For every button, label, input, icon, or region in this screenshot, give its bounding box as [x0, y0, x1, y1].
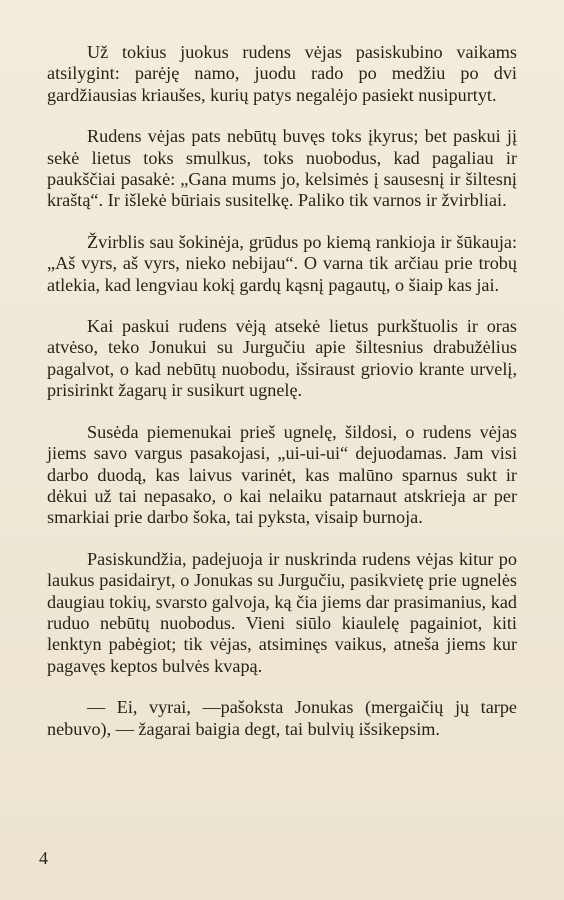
paragraph-4: Kai paskui rudens vėją atsekė lietus purkštuolis ir oras atvėso, teko Jonukui su Jurgučiu apie šiltesnius drabužėlius pagalvot, o kad nebūtų nuobodu, išsiraust griovio krante urvelį, prisirinkt žagarų ir susikurt ugnelę. [47, 316, 517, 401]
paragraph-5: Susėda piemenukai prieš ugnelę, šildosi, o rudens vėjas jiems savo vargus pasakojasi, „ui-ui-ui“ dejuodamas. Jam visi darbo duodą, kas laivus varinėt, kas malūno sparnus sukt ir dėkui už tai nepasako, o kai nelaiku patarnaut atskrieja ar per smarkiai prie darbo šoka, tai pyksta, visaip burnoja. [47, 421, 517, 528]
page-number: 4 [39, 848, 48, 868]
paragraph-3: Žvirblis sau šokinėja, grūdus po kiemą rankioja ir šūkauja: „Aš vyrs, aš vyrs, nieko nebijau“. O varna tik arčiau prie trobų atlekia, kad lengviau kokį gardų kąsnį pagautų, o šiaip kas jai. [47, 231, 517, 295]
paragraph-7: — Ei, vyrai, —pašoksta Jonukas (mergaičių jų tarpe nebuvo), — žagarai baigia degt, tai bulvių išsikepsim. [47, 697, 517, 739]
body-text [47, 42, 517, 760]
paragraph-6: Pasiskundžia, padejuoja ir nuskrinda rudens vėjas kitur po laukus pasidairyt, o Jonukas su Jurgučiu, pasikvietę prie ugnelės daugiau tokių, svarsto galvoja, ką čia jiems dar prasimanius, kad ruduo nebūtų nuobodus. Vieni siūlo kiaulelę pagainiot, kiti lenktyn pabėgiot; tik vėjas, atsiminęs vaikus, atneša jiems kur pagavęs keptos bulvės kvapą. [47, 548, 517, 676]
paragraph-1: Už tokius juokus rudens vėjas pasiskubino vaikams atsilygint: parėję namo, juodu rado po medžiu po dvi gardžiausias kriaušes, kurių patys negalėjo pasiekt nusipurtyt. [47, 42, 517, 105]
paragraph-2: Rudens vėjas pats nebūtų buvęs toks įkyrus; bet paskui jį sekė lietus toks smulkus, toks nuobodus, kad pagaliau ir paukščiai pasakė: „Gana mums jo, kelsimės į sausesnį ir šiltesnį kraštą“. Ir išlekė būriais susitelkę. Paliko tik varnos ir žvirbliai. [47, 126, 517, 211]
